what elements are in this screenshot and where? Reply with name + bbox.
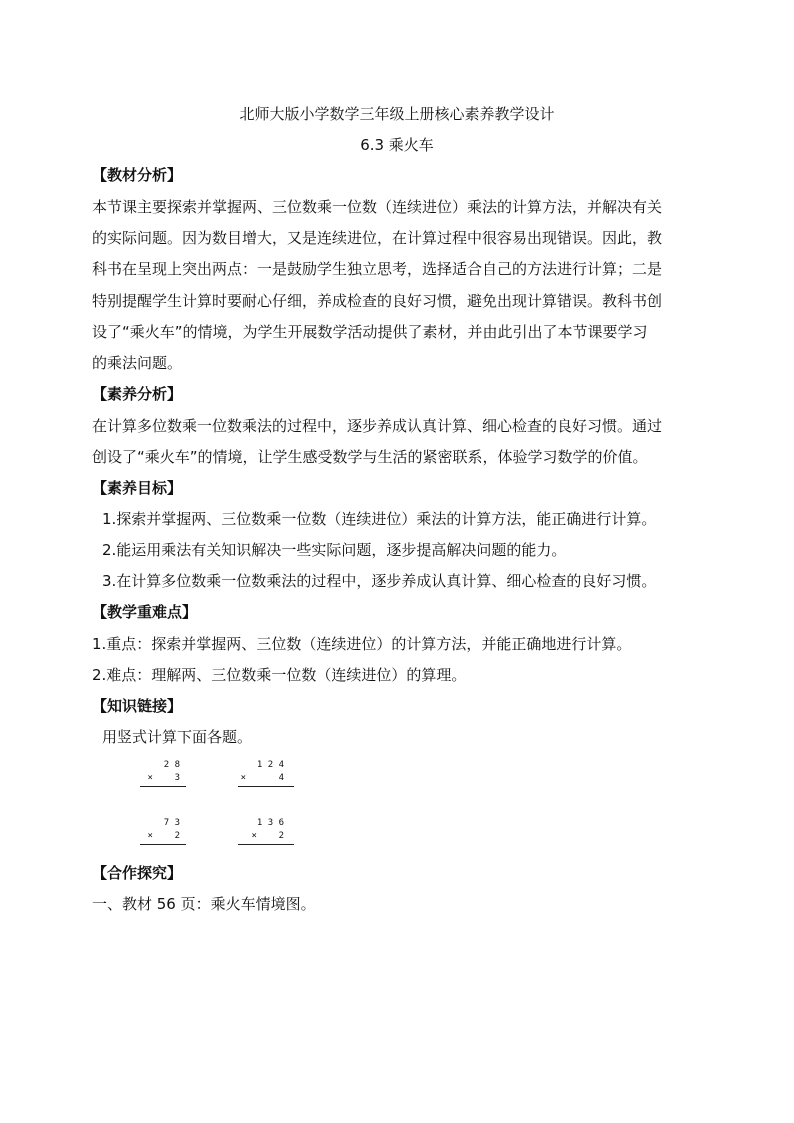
- paragraph-line: 科书在呈现上突出两点：一是鼓励学生独立思考，选择适合自己的方法进行计算；二是: [92, 260, 663, 278]
- calc-multiplier: × 2: [251, 831, 284, 841]
- section-heading-key-points: 【教学重难点】: [92, 603, 198, 621]
- section-heading-textbook-analysis: 【教材分析】: [92, 166, 183, 184]
- calc-multiplier: × 2: [147, 831, 180, 841]
- calc-multiplier: × 4: [240, 773, 284, 783]
- paragraph-line: 的乘法问题。: [92, 354, 183, 372]
- section-heading-cooperative-exploration: 【合作探究】: [92, 864, 183, 882]
- paragraph-line: 特别提醒学生计算时要耐心仔细，养成检查的良好习惯，避免出现计算错误。教科书创: [92, 292, 663, 310]
- goal-item: 3.在计算多位数乘一位数乘法的过程中，逐步养成认真计算、细心检查的良好习惯。: [102, 572, 657, 590]
- section-heading-literacy-analysis: 【素养分析】: [92, 385, 183, 403]
- exercise-instruction: 用竖式计算下面各题。: [102, 728, 253, 746]
- calc-underline: [140, 786, 186, 787]
- exploration-item: 一、教材 56 页：乘火车情境图。: [92, 895, 316, 913]
- paragraph-line: 的实际问题。因为数目增大，又是连续进位，在计算过程中很容易出现错误。因此，教: [92, 229, 663, 247]
- section-heading-literacy-goals: 【素养目标】: [92, 479, 183, 497]
- section-heading-knowledge-link: 【知识链接】: [92, 697, 183, 715]
- goal-item: 2.能运用乘法有关知识解决一些实际问题，逐步提高解决问题的能力。: [102, 541, 567, 559]
- paragraph-line: 设了“乘火车”的情境，为学生开展数学活动提供了素材，并由此引出了本节课要学习: [92, 323, 648, 341]
- paragraph-line: 创设了“乘火车”的情境，让学生感受数学与生活的紧密联系，体验学习数学的价值。: [92, 448, 648, 466]
- calc-underline: [238, 786, 294, 787]
- paragraph-line: 本节课主要探索并掌握两、三位数乘一位数（连续进位）乘法的计算方法，并解决有关: [92, 198, 663, 216]
- calc-underline: [140, 844, 186, 845]
- paragraph-line: 在计算多位数乘一位数乘法的过程中，逐步养成认真计算、细心检查的良好习惯。通过: [92, 417, 663, 435]
- calc-top-number: 1 2 4: [256, 760, 284, 770]
- difficulty-item: 2.难点：理解两、三位数乘一位数（连续进位）的算理。: [92, 666, 467, 684]
- calc-top-number: 7 3: [163, 818, 180, 828]
- lesson-title: 6.3 乘火车: [360, 136, 434, 154]
- calc-top-number: 2 8: [163, 760, 180, 770]
- document-title: 北师大版小学数学三年级上册核心素养教学设计: [239, 105, 555, 123]
- calc-multiplier: × 3: [147, 773, 180, 783]
- goal-item: 1.探索并掌握两、三位数乘一位数（连续进位）乘法的计算方法，能正确进行计算。: [102, 510, 657, 528]
- key-point-item: 1.重点：探索并掌握两、三位数（连续进位）的计算方法，并能正确地进行计算。: [92, 635, 632, 653]
- calc-top-number: 1 3 6: [256, 818, 284, 828]
- calc-underline: [238, 844, 294, 845]
